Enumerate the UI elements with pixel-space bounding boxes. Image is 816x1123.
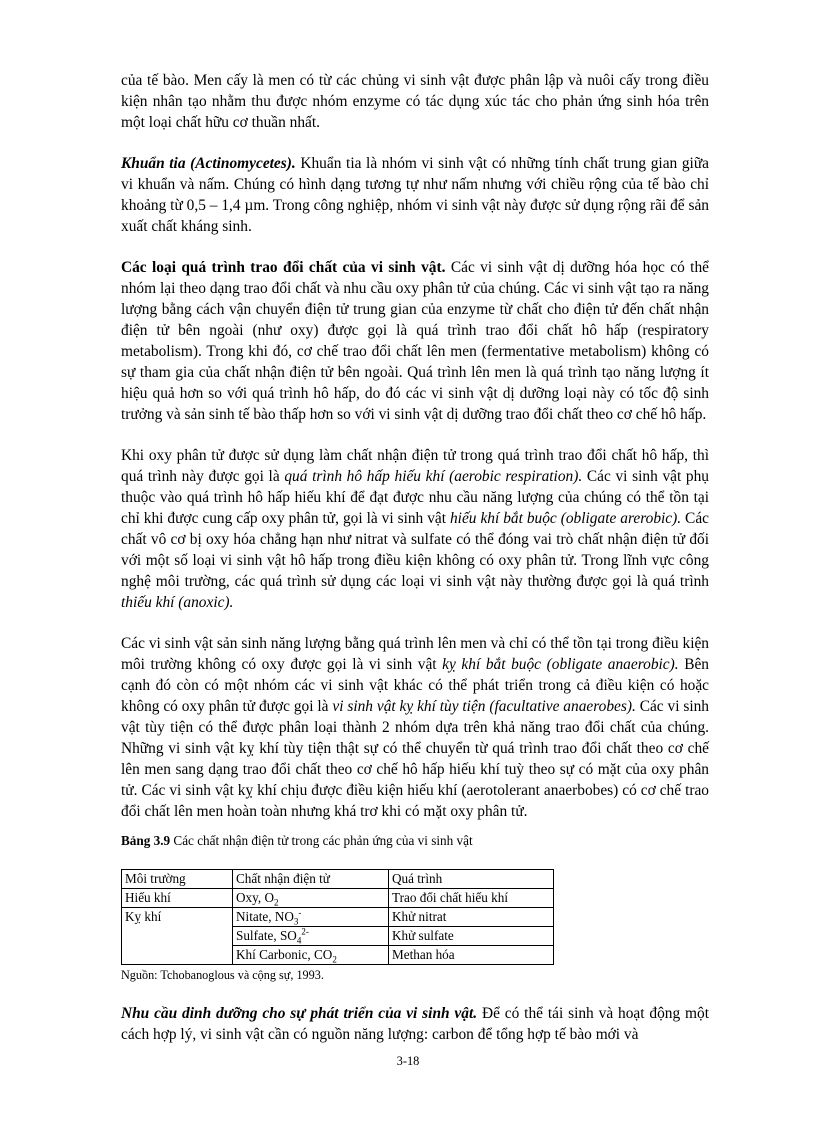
paragraph-nutrition — [121, 1003, 709, 1045]
nutrition-heading: Nhu cầu dinh dưỡng cho sự phát triển của vi sinh vật. — [121, 1005, 478, 1022]
acceptor-text: Nitate, NO — [236, 909, 294, 924]
acceptor-superscript: - — [298, 907, 302, 918]
acceptor-subscript: 3 — [293, 916, 299, 927]
table-row — [122, 908, 554, 927]
obligate-aerobic-term: hiếu khí bắt buộc (obligate arerobic). — [449, 510, 682, 527]
aerobic-term: quá trình hô hấp hiếu khí (aerobic respiration). — [284, 468, 583, 485]
paragraph-actinomycetes — [121, 153, 709, 237]
table-cell-acceptor — [233, 927, 389, 946]
table-caption-text: Các chất nhận điện tử trong các phản ứng của vi sinh vật — [170, 833, 473, 848]
acceptor-text: Sulfate, SO — [236, 928, 297, 943]
table-cell-environment: Kỵ khí — [122, 908, 233, 927]
table-header-cell: Môi trường — [122, 870, 233, 889]
table-header-row — [122, 870, 554, 889]
table-caption — [121, 832, 709, 850]
acceptor-text: Khí Carbonic, CO — [236, 947, 333, 962]
aerobic-text-c: Các chất vô cơ bị oxy hóa chẳng hạn như nitrat và sulfate có thể đóng vai trò chất nhận điện tử đối với một số loại vi sinh vật hô hấp trong điều kiện không có oxy phân tử. Trong lĩnh vực công nghệ môi trường, các quá trình sử dụng các loại vi sinh vật này thường được gọi là quá trình — [121, 510, 709, 590]
paragraph-aerobic — [121, 445, 709, 613]
acceptor-superscript: 2- — [301, 926, 309, 937]
metabolism-body: Các vi sinh vật dị dưỡng hóa học có thể nhóm lại theo dạng trao đổi chất và nhu cầu oxy phân tử của chúng. Các vi sinh vật tạo ra năng lượng bằng cách vận chuyển điện tử trung gian của enzyme từ chất cho điện tử đến chất nhận điện tử bên ngoài (như oxy) được gọi là quá trình trao đổi chất hô hấp (respiratory metabolism). Trong khi đó, cơ chế trao đổi chất lên men (fermentative metabolism) không có sự tham gia của chất nhận điện tử bên ngoài. Quá trình lên men là quá trình tạo năng lượng ít hiệu quả hơn so với quá trình hô hấp, do đó các vi sinh vật dị dưỡng loại này có tốc độ sinh trưởng và sản sinh tế bào thấp hơn so với vi sinh vật dị dưỡng trao đổi chất theo cơ chế hô hấp. — [121, 259, 709, 423]
anaerobic-text-c: Các vi sinh vật tùy tiện có thể được phân loại thành 2 nhóm dựa trên khả năng trao đổi chất của chúng. Những vi sinh vật kỵ khí tùy tiện thật sự có thể chuyển từ quá trình trao đổi chất theo cơ chế lên men sang dạng trao đổi chất theo cơ chế hô hấp hiếu khí tuỳ theo sự có mặt của oxy phân tử. Các vi sinh vật kỵ khí chịu được điều kiện hiếu khí (aerotolerant anaerbobes) có cơ chế trao đổi chất lên men hoàn toàn nhưng khá trơ khi có mặt oxy phân tử. — [121, 698, 709, 820]
table-cell-acceptor — [233, 889, 389, 908]
table-source: Nguồn: Tchobanoglous và cộng sự, 1993. — [121, 968, 324, 982]
table-cell-acceptor — [233, 946, 389, 965]
nutrition-body: Để có thể tái sinh và hoạt động một cách hợp lý, vi sinh vật cần có nguồn năng lượng: carbon để tổng hợp tế bào mới và — [121, 1005, 709, 1043]
acceptor-text: Oxy, O — [236, 890, 274, 905]
paragraph-metabolism-types — [121, 257, 709, 425]
table-cell-environment — [122, 927, 233, 946]
table-header-cell: Chất nhận điện tử — [233, 870, 389, 889]
table-row — [122, 927, 554, 946]
table-row — [122, 946, 554, 965]
table-cell-process: Khử nitrat — [389, 908, 554, 927]
acceptor-subscript: 4 — [296, 935, 302, 946]
table-row — [122, 889, 554, 908]
table-header-cell: Quá trình — [389, 870, 554, 889]
paragraph-anaerobic — [121, 633, 709, 822]
obligate-anaerobic-term: kỵ khí bắt buộc (obligate anaerobic). — [442, 656, 679, 673]
actinomycetes-body: Khuẩn tia là nhóm vi sinh vật có những tính chất trung gian giữa vi khuẩn và nấm. Chúng có hình dạng tương tự như nấm nhưng với chiều rộng của tế bào chỉ khoảng từ 0,5 – 1,4 µm. Trong công nghiệp, nhóm vi sinh vật này được sử dụng rộng rãi để sản xuất chất kháng sinh. — [121, 155, 709, 235]
metabolism-heading: Các loại quá trình trao đổi chất của vi sinh vật. — [121, 259, 446, 276]
aerobic-text-a: Khi oxy phân tử được sử dụng làm chất nhận điện tử trong quá trình trao đổi chất hô hấp, thì quá trình này được gọi là — [121, 447, 709, 485]
actinomycetes-heading: Khuẩn tia (Actinomycetes). — [121, 155, 296, 172]
anoxic-term: thiếu khí (anoxic). — [121, 594, 234, 611]
table-caption-label: Bảng 3.9 — [121, 833, 171, 848]
table-cell-environment — [122, 946, 233, 965]
facultative-term: vi sinh vật kỵ khí tùy tiện (facultative anaerobes). — [332, 698, 636, 715]
acceptor-subscript: 2 — [273, 897, 279, 908]
acceptor-subscript: 2 — [332, 954, 337, 965]
table-cell-environment: Hiếu khí — [122, 889, 233, 908]
paragraph-yeast: của tế bào. Men cấy là men có từ các chủng vi sinh vật được phân lập và nuôi cấy trong điều kiện nhân tạo nhằm thu được nhóm enzyme có tác dụng xúc tác cho phản ứng sinh hóa trên một loại chất hữu cơ thuần nhất. — [121, 72, 709, 131]
table-cell-process: Methan hóa — [389, 946, 554, 965]
table-cell-process: Trao đổi chất hiếu khí — [389, 889, 554, 908]
table-cell-acceptor — [233, 908, 389, 927]
anaerobic-text-b: Bên cạnh đó còn có một nhóm các vi sinh vật khác có thể phát triển trong cả điều kiện có hoặc không có oxy phân tử được gọi là — [121, 656, 709, 715]
aerobic-text-b: Các vi sinh vật phụ thuộc vào quá trình hô hấp hiếu khí để đạt được nhu cầu năng lượng của chúng có thể tồn tại chỉ khi được cung cấp oxy phân tử, gọi là vi sinh vật — [121, 468, 709, 527]
page-number: 3-18 — [396, 1054, 420, 1068]
anaerobic-text-a: Các vi sinh vật sản sinh năng lượng bằng quá trình lên men và chỉ có thể tồn tại trong điều kiện môi trường không có oxy được gọi là vi sinh vật — [121, 635, 709, 673]
table-cell-process: Khử sulfate — [389, 927, 554, 946]
page-content — [121, 70, 709, 1045]
electron-acceptor-table — [121, 869, 554, 965]
